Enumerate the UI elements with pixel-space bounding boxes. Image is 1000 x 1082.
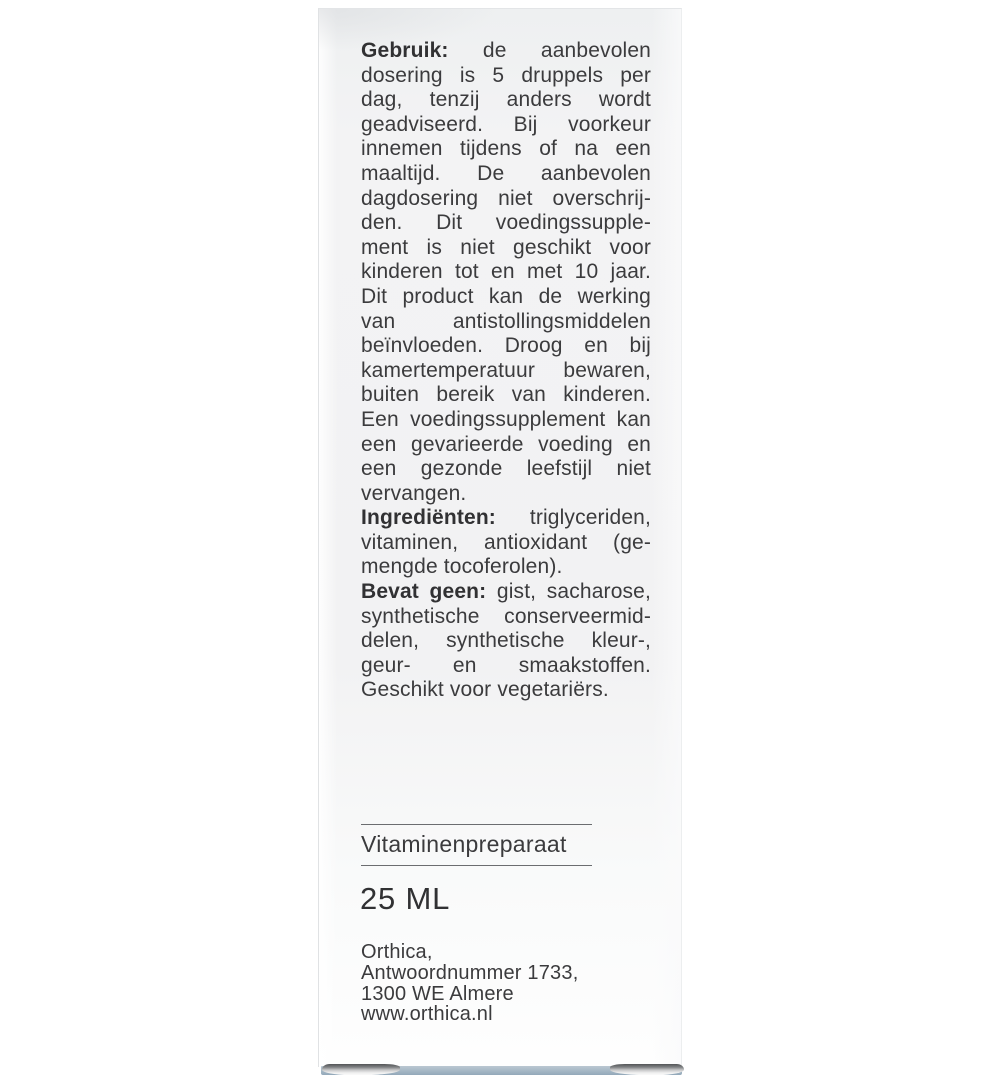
text-segment: delen, synthetische kleur-, <box>361 629 651 653</box>
text-line <box>361 383 651 408</box>
text-line <box>361 187 651 212</box>
text-line <box>361 88 651 113</box>
box-corner-shadow-right <box>610 1064 684 1075</box>
text-line <box>361 236 651 261</box>
text-segment: dag, tenzij anders wordt <box>361 88 651 112</box>
text-line <box>361 654 651 679</box>
text-segment: triglyceriden, <box>495 506 651 530</box>
address-line: Orthica, <box>361 941 433 963</box>
text-line <box>361 260 651 285</box>
text-line <box>361 113 651 138</box>
text-segment: synthetische conserveermid- <box>361 604 651 628</box>
category-section <box>361 824 592 866</box>
volume-label: 25 ML <box>360 881 451 916</box>
paragraph <box>361 580 651 703</box>
text-segment: Dit product kan de werking <box>361 284 651 308</box>
text-segment: een gevarieerde voeding en <box>361 432 651 456</box>
text-segment: maaltijd. De aanbevolen <box>361 161 651 185</box>
text-segment: vervangen. <box>361 481 467 505</box>
text-line <box>361 555 651 580</box>
text-line <box>361 310 651 335</box>
text-line <box>361 629 651 654</box>
text-segment: gist, sacharose, <box>486 580 651 604</box>
text-line <box>361 580 651 605</box>
text-line <box>361 162 651 187</box>
text-line <box>361 482 651 507</box>
text-segment: mengde tocoferolen). <box>361 555 563 579</box>
address-line: Antwoordnummer 1733, <box>361 961 579 984</box>
text-line <box>361 211 651 236</box>
text-line <box>361 531 651 556</box>
text-line <box>361 506 651 531</box>
text-segment: innemen tijdens of na een <box>361 137 651 161</box>
text-segment: Geschikt voor vegetariërs. <box>361 678 609 702</box>
text-segment: kamertemperatuur bewaren, <box>361 358 651 382</box>
text-line <box>361 433 651 458</box>
text-line <box>361 285 651 310</box>
text-segment: geadviseerd. Bij voorkeur <box>361 112 651 136</box>
text-segment: een gezonde leefstijl niet <box>361 457 651 481</box>
text-segment: kinderen tot en met 10 jaar. <box>361 260 651 284</box>
paragraph <box>361 506 651 580</box>
product-box-panel <box>318 8 682 1067</box>
address-line: 1300 WE Almere <box>361 982 514 1005</box>
section-label: Bevat geen: <box>361 580 487 604</box>
text-line <box>361 137 651 162</box>
text-segment: beïnvloeden. Droog en bij <box>361 334 651 358</box>
category-label: Vitaminenpreparaat <box>361 831 567 857</box>
text-segment: buiten bereik van kinderen. <box>361 383 651 407</box>
text-segment: Een voedingssupplement kan <box>361 407 651 431</box>
text-line <box>361 64 651 89</box>
text-line <box>361 39 651 64</box>
text-segment: de aanbevolen <box>448 39 651 62</box>
text-line <box>361 678 651 703</box>
text-segment: vitaminen, antioxidant (ge- <box>361 530 651 554</box>
address-block <box>361 942 578 1025</box>
text-segment: dagdosering niet overschrij- <box>361 186 651 210</box>
text-segment: dosering is 5 druppels per <box>361 63 651 87</box>
paragraph <box>361 39 651 506</box>
text-segment: van antistollingsmiddelen <box>361 309 651 333</box>
text-line <box>361 408 651 433</box>
text-segment: den. Dit voedingssupple- <box>361 211 651 235</box>
section-label: Gebruik: <box>361 39 449 62</box>
text-line <box>361 457 651 482</box>
box-corner-shadow-left <box>322 1064 400 1075</box>
usage-text-block <box>361 39 651 703</box>
text-line <box>361 605 651 630</box>
text-segment: geur- en smaakstoffen. <box>361 653 651 677</box>
text-segment: ment is niet geschikt voor <box>361 235 651 259</box>
text-line <box>361 334 651 359</box>
section-label: Ingrediënten: <box>361 506 496 530</box>
address-line: www.orthica.nl <box>361 1003 493 1026</box>
text-line <box>361 359 651 384</box>
